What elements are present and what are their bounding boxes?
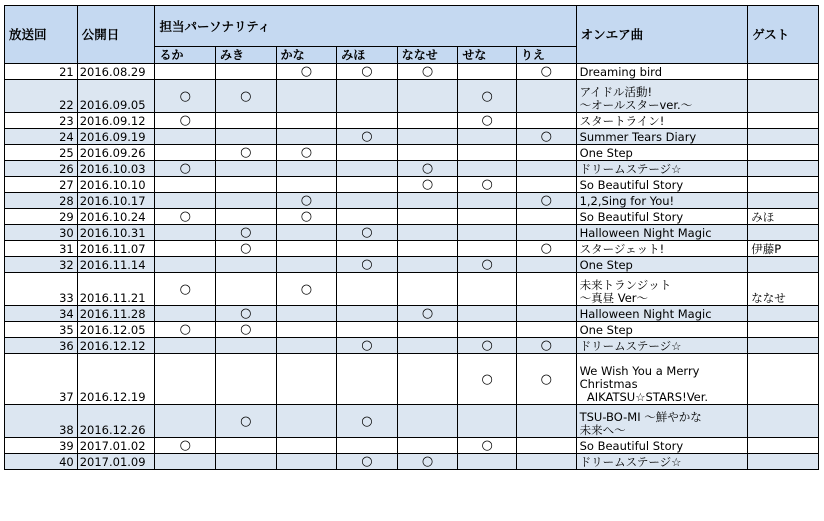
episode-number: 24 bbox=[5, 129, 78, 145]
personality-mark: ○ bbox=[216, 225, 277, 241]
table-row bbox=[5, 113, 819, 129]
personality-mark: ○ bbox=[276, 193, 337, 209]
onair-song: ドリームステージ☆ bbox=[576, 161, 748, 177]
personality-mark bbox=[276, 129, 337, 145]
personality-mark bbox=[276, 161, 337, 177]
episode-number: 29 bbox=[5, 209, 78, 225]
episode-number: 28 bbox=[5, 193, 78, 209]
episode-number: 23 bbox=[5, 113, 78, 129]
guest-name bbox=[748, 177, 819, 193]
onair-song: So Beautiful Story bbox=[576, 209, 748, 225]
header-row bbox=[5, 6, 819, 47]
personality-mark: ○ bbox=[155, 113, 216, 129]
personality-mark: ○ bbox=[155, 80, 216, 113]
guest-name bbox=[748, 193, 819, 209]
personality-mark: ○ bbox=[337, 64, 398, 80]
personality-mark bbox=[216, 454, 277, 470]
personality-mark: ○ bbox=[516, 241, 576, 257]
personality-mark: ○ bbox=[516, 129, 576, 145]
personality-mark: ○ bbox=[337, 257, 398, 273]
release-date: 2016.11.14 bbox=[77, 257, 155, 273]
onair-song: One Step bbox=[576, 145, 748, 161]
release-date: 2016.12.05 bbox=[77, 322, 155, 338]
personality-mark bbox=[516, 161, 576, 177]
episode-number: 35 bbox=[5, 322, 78, 338]
episode-number: 31 bbox=[5, 241, 78, 257]
release-date: 2016.10.24 bbox=[77, 209, 155, 225]
onair-song: We Wish You a Merry Christmas AIKATSU☆STARS!Ver. bbox=[576, 354, 748, 405]
personality-mark: ○ bbox=[516, 64, 576, 80]
personality-mark: ○ bbox=[216, 80, 277, 113]
onair-song: One Step bbox=[576, 257, 748, 273]
personality-mark bbox=[397, 225, 458, 241]
onair-song: One Step bbox=[576, 322, 748, 338]
onair-song: ドリームステージ☆ bbox=[576, 338, 748, 354]
episode-number: 34 bbox=[5, 306, 78, 322]
header-song: オンエア曲 bbox=[576, 6, 748, 64]
guest-name bbox=[748, 113, 819, 129]
personality-mark bbox=[397, 193, 458, 209]
personality-mark bbox=[155, 257, 216, 273]
personality-mark bbox=[276, 322, 337, 338]
personality-mark: ○ bbox=[276, 209, 337, 225]
personality-mark bbox=[397, 209, 458, 225]
table-row bbox=[5, 193, 819, 209]
onair-song: Dreaming bird bbox=[576, 64, 748, 80]
personality-mark bbox=[155, 64, 216, 80]
personality-mark bbox=[397, 80, 458, 113]
personality-mark bbox=[397, 273, 458, 306]
release-date: 2016.08.29 bbox=[77, 64, 155, 80]
table-row bbox=[5, 306, 819, 322]
table-row bbox=[5, 322, 819, 338]
release-date: 2016.11.28 bbox=[77, 306, 155, 322]
header-member: ななせ bbox=[397, 47, 458, 64]
personality-mark bbox=[516, 438, 576, 454]
personality-mark bbox=[216, 129, 277, 145]
personality-mark: ○ bbox=[516, 193, 576, 209]
episode-number: 21 bbox=[5, 64, 78, 80]
guest-name bbox=[748, 322, 819, 338]
personality-mark bbox=[397, 354, 458, 405]
personality-mark: ○ bbox=[397, 454, 458, 470]
release-date: 2016.10.17 bbox=[77, 193, 155, 209]
personality-mark bbox=[397, 241, 458, 257]
personality-mark bbox=[337, 241, 398, 257]
table-row bbox=[5, 354, 819, 405]
personality-mark: ○ bbox=[397, 177, 458, 193]
release-date: 2016.09.12 bbox=[77, 113, 155, 129]
personality-mark bbox=[397, 438, 458, 454]
personality-mark: ○ bbox=[276, 273, 337, 306]
table-row bbox=[5, 209, 819, 225]
guest-name bbox=[748, 225, 819, 241]
personality-mark bbox=[276, 177, 337, 193]
personality-mark bbox=[155, 225, 216, 241]
personality-mark bbox=[516, 322, 576, 338]
episode-number: 30 bbox=[5, 225, 78, 241]
personality-mark bbox=[516, 454, 576, 470]
personality-mark bbox=[337, 306, 398, 322]
personality-mark: ○ bbox=[337, 129, 398, 145]
guest-name bbox=[748, 354, 819, 405]
personality-mark bbox=[397, 338, 458, 354]
personality-mark bbox=[276, 354, 337, 405]
episode-number: 40 bbox=[5, 454, 78, 470]
personality-mark bbox=[458, 145, 517, 161]
personality-mark bbox=[337, 322, 398, 338]
table-row bbox=[5, 80, 819, 113]
personality-mark: ○ bbox=[216, 306, 277, 322]
personality-mark bbox=[155, 454, 216, 470]
personality-mark: ○ bbox=[458, 113, 517, 129]
onair-song: Halloween Night Magic bbox=[576, 225, 748, 241]
personality-mark bbox=[216, 273, 277, 306]
personality-mark bbox=[458, 225, 517, 241]
personality-mark bbox=[516, 113, 576, 129]
episode-number: 27 bbox=[5, 177, 78, 193]
table-row bbox=[5, 145, 819, 161]
guest-name bbox=[748, 257, 819, 273]
guest-name bbox=[748, 80, 819, 113]
guest-name bbox=[748, 454, 819, 470]
header-member: みき bbox=[216, 47, 277, 64]
table-row bbox=[5, 225, 819, 241]
personality-mark bbox=[155, 177, 216, 193]
personality-mark: ○ bbox=[516, 354, 576, 405]
personality-mark: ○ bbox=[216, 322, 277, 338]
table-row bbox=[5, 338, 819, 354]
header-episode: 放送回 bbox=[5, 6, 78, 64]
release-date: 2016.11.07 bbox=[77, 241, 155, 257]
personality-mark bbox=[276, 438, 337, 454]
header-personality: 担当パーソナリティ bbox=[155, 6, 576, 47]
personality-mark: ○ bbox=[458, 438, 517, 454]
release-date: 2017.01.09 bbox=[77, 454, 155, 470]
personality-mark bbox=[216, 193, 277, 209]
personality-mark: ○ bbox=[516, 338, 576, 354]
header-member: せな bbox=[458, 47, 517, 64]
release-date: 2016.10.03 bbox=[77, 161, 155, 177]
episode-table bbox=[4, 5, 819, 470]
table-row bbox=[5, 273, 819, 306]
personality-mark bbox=[155, 241, 216, 257]
personality-mark bbox=[516, 257, 576, 273]
personality-mark bbox=[337, 80, 398, 113]
table-row bbox=[5, 257, 819, 273]
personality-mark bbox=[216, 209, 277, 225]
personality-mark: ○ bbox=[337, 454, 398, 470]
personality-mark bbox=[516, 145, 576, 161]
onair-song: So Beautiful Story bbox=[576, 177, 748, 193]
episode-number: 22 bbox=[5, 80, 78, 113]
personality-mark bbox=[458, 64, 517, 80]
onair-song: 未来トランジット ～真昼 Ver～ bbox=[576, 273, 748, 306]
table-row bbox=[5, 177, 819, 193]
personality-mark bbox=[516, 306, 576, 322]
personality-mark bbox=[155, 306, 216, 322]
onair-song: Halloween Night Magic bbox=[576, 306, 748, 322]
personality-mark bbox=[458, 405, 517, 438]
personality-mark bbox=[458, 161, 517, 177]
personality-mark bbox=[397, 322, 458, 338]
personality-mark: ○ bbox=[155, 209, 216, 225]
personality-mark bbox=[155, 338, 216, 354]
personality-mark bbox=[216, 113, 277, 129]
personality-mark bbox=[276, 257, 337, 273]
personality-mark: ○ bbox=[216, 241, 277, 257]
table-row bbox=[5, 129, 819, 145]
personality-mark bbox=[397, 113, 458, 129]
personality-mark: ○ bbox=[276, 64, 337, 80]
personality-mark bbox=[216, 64, 277, 80]
personality-mark bbox=[216, 338, 277, 354]
header-guest: ゲスト bbox=[748, 6, 819, 64]
episode-number: 37 bbox=[5, 354, 78, 405]
personality-mark: ○ bbox=[458, 257, 517, 273]
episode-number: 26 bbox=[5, 161, 78, 177]
personality-mark: ○ bbox=[337, 225, 398, 241]
personality-mark bbox=[397, 257, 458, 273]
onair-song: スタージェット! bbox=[576, 241, 748, 257]
table-row bbox=[5, 161, 819, 177]
personality-mark: ○ bbox=[397, 64, 458, 80]
personality-mark bbox=[337, 273, 398, 306]
personality-mark bbox=[458, 322, 517, 338]
header-member: みほ bbox=[337, 47, 398, 64]
personality-mark bbox=[337, 177, 398, 193]
release-date: 2017.01.02 bbox=[77, 438, 155, 454]
guest-name bbox=[748, 129, 819, 145]
header-member: かな bbox=[276, 47, 337, 64]
guest-name bbox=[748, 145, 819, 161]
release-date: 2016.11.21 bbox=[77, 273, 155, 306]
personality-mark bbox=[216, 257, 277, 273]
personality-mark bbox=[216, 161, 277, 177]
personality-mark bbox=[276, 241, 337, 257]
personality-mark: ○ bbox=[397, 306, 458, 322]
guest-name bbox=[748, 306, 819, 322]
personality-mark bbox=[155, 145, 216, 161]
guest-name: ななせ bbox=[748, 273, 819, 306]
personality-mark bbox=[397, 129, 458, 145]
personality-mark bbox=[155, 405, 216, 438]
release-date: 2016.12.12 bbox=[77, 338, 155, 354]
episode-number: 33 bbox=[5, 273, 78, 306]
personality-mark bbox=[397, 405, 458, 438]
personality-mark bbox=[516, 80, 576, 113]
personality-mark: ○ bbox=[337, 338, 398, 354]
table-body bbox=[5, 64, 819, 470]
header-member: るか bbox=[155, 47, 216, 64]
personality-mark bbox=[397, 145, 458, 161]
guest-name: 伊藤P bbox=[748, 241, 819, 257]
table-row bbox=[5, 64, 819, 80]
personality-mark bbox=[276, 454, 337, 470]
personality-mark bbox=[155, 193, 216, 209]
personality-mark: ○ bbox=[155, 273, 216, 306]
personality-mark bbox=[516, 209, 576, 225]
personality-mark bbox=[516, 225, 576, 241]
release-date: 2016.12.26 bbox=[77, 405, 155, 438]
personality-mark: ○ bbox=[397, 161, 458, 177]
personality-mark: ○ bbox=[276, 145, 337, 161]
personality-mark bbox=[276, 80, 337, 113]
table-row bbox=[5, 241, 819, 257]
guest-name: みほ bbox=[748, 209, 819, 225]
onair-song: 1,2,Sing for You! bbox=[576, 193, 748, 209]
personality-mark bbox=[216, 177, 277, 193]
release-date: 2016.12.19 bbox=[77, 354, 155, 405]
personality-mark bbox=[216, 438, 277, 454]
onair-song: スタートライン! bbox=[576, 113, 748, 129]
personality-mark bbox=[458, 209, 517, 225]
guest-name bbox=[748, 438, 819, 454]
header-member: りえ bbox=[516, 47, 576, 64]
personality-mark: ○ bbox=[216, 405, 277, 438]
release-date: 2016.09.05 bbox=[77, 80, 155, 113]
personality-mark: ○ bbox=[458, 354, 517, 405]
personality-mark bbox=[337, 209, 398, 225]
header-date: 公開日 bbox=[77, 6, 155, 64]
personality-mark bbox=[458, 306, 517, 322]
personality-mark bbox=[337, 438, 398, 454]
onair-song: Summer Tears Diary bbox=[576, 129, 748, 145]
personality-mark bbox=[276, 338, 337, 354]
personality-mark: ○ bbox=[337, 405, 398, 438]
personality-mark: ○ bbox=[155, 322, 216, 338]
personality-mark bbox=[458, 454, 517, 470]
release-date: 2016.09.19 bbox=[77, 129, 155, 145]
personality-mark bbox=[337, 145, 398, 161]
release-date: 2016.09.26 bbox=[77, 145, 155, 161]
personality-mark bbox=[155, 354, 216, 405]
personality-mark bbox=[155, 129, 216, 145]
personality-mark: ○ bbox=[216, 145, 277, 161]
onair-song: TSU-BO-MI ～鮮やかな 未来へ～ bbox=[576, 405, 748, 438]
personality-mark bbox=[458, 129, 517, 145]
episode-number: 39 bbox=[5, 438, 78, 454]
personality-mark bbox=[276, 225, 337, 241]
personality-mark bbox=[337, 161, 398, 177]
personality-mark bbox=[337, 113, 398, 129]
personality-mark bbox=[276, 306, 337, 322]
episode-number: 38 bbox=[5, 405, 78, 438]
guest-name bbox=[748, 64, 819, 80]
episode-number: 25 bbox=[5, 145, 78, 161]
episode-number: 32 bbox=[5, 257, 78, 273]
personality-mark bbox=[458, 273, 517, 306]
onair-song: アイドル活動! ～オールスターver.～ bbox=[576, 80, 748, 113]
release-date: 2016.10.31 bbox=[77, 225, 155, 241]
personality-mark bbox=[458, 193, 517, 209]
guest-name bbox=[748, 161, 819, 177]
release-date: 2016.10.10 bbox=[77, 177, 155, 193]
personality-mark bbox=[276, 113, 337, 129]
personality-mark bbox=[516, 273, 576, 306]
table-row bbox=[5, 405, 819, 438]
personality-mark bbox=[337, 193, 398, 209]
personality-mark: ○ bbox=[458, 338, 517, 354]
personality-mark: ○ bbox=[155, 438, 216, 454]
table-row bbox=[5, 454, 819, 470]
personality-mark bbox=[458, 241, 517, 257]
onair-song: So Beautiful Story bbox=[576, 438, 748, 454]
personality-mark bbox=[337, 354, 398, 405]
personality-mark: ○ bbox=[155, 161, 216, 177]
personality-mark bbox=[516, 405, 576, 438]
personality-mark bbox=[516, 177, 576, 193]
onair-song: ドリームステージ☆ bbox=[576, 454, 748, 470]
table-row bbox=[5, 438, 819, 454]
personality-mark: ○ bbox=[458, 80, 517, 113]
episode-number: 36 bbox=[5, 338, 78, 354]
personality-mark bbox=[216, 354, 277, 405]
personality-mark: ○ bbox=[458, 177, 517, 193]
personality-mark bbox=[276, 405, 337, 438]
guest-name bbox=[748, 338, 819, 354]
guest-name bbox=[748, 405, 819, 438]
